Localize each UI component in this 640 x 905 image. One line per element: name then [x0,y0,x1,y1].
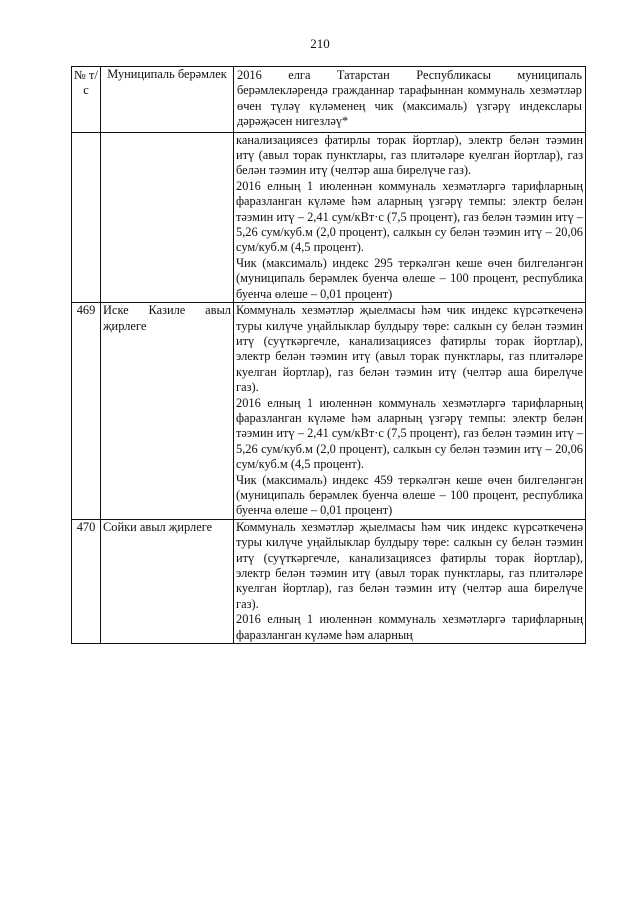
row-municipality-cell: Иске Казиле авыл җирлеге [101,303,234,520]
header-description-cell: 2016 елга Татарстан Республикасы муниципаль берәмлекләрендә гражданнар тарафыннан коммуналь хезмәтләр өчен түләү күләменең чик (максималь) үзгәрү индекслары дәрәҗәсен нигезләү* [234,67,586,133]
table-row [72,132,586,302]
table-header-row [72,67,586,133]
table-row [72,519,586,643]
description-paragraph: Коммуналь хезмәтләр җыелмасы һәм чик индекс күрсәткеченә туры килүче уңайлыклар булдыру төре: салкын су белән тәэмин итү (суүткәргечле, канализациясез фатирлы торак йортлар), электр белән тәэмин итү (авыл торак пунктлары, газ плитәләре куелган йортлар), газ белән тәэмин итү (челтәр аша бирелүче газ). [236,519,583,611]
description-paragraph: 2016 елның 1 июленнән коммуналь хезмәтләргә тарифларның фаразланган күләме һәм аларның үзгәрү темпы: электр белән тәэмин итү – 2,41 сум/кВт·с (7,5 процент), газ белән тәэмин итү – 5,26 сум/куб.м (2,0 процент), салкын су белән тәэмин итү – 20,06 сум/куб.м (4,5 процент). [236,395,583,472]
row-description-cell [234,519,586,643]
description-paragraph: 2016 елның 1 июленнән коммуналь хезмәтләргә тарифларның фаразланган күләме һәм аларның үзгәрү темпы: электр белән тәэмин итү – 2,41 сум/кВт·с (7,5 процент), газ белән тәэмин итү – 5,26 сум/куб.м (2,0 процент), салкын су белән тәэмин итү – 20,06 сум/куб.м (4,5 процент). [236,178,583,255]
description-paragraph: Коммуналь хезмәтләр җыелмасы һәм чик индекс күрсәткеченә туры килүче уңайлыклар булдыру төре: салкын су белән тәэмин итү (суүткәргечле, канализациясез фатирлы торак йортлар), электр белән тәэмин итү (авыл торак пунктлары, газ плитәләре куелган йортлар), газ белән тәэмин итү (челтәр аша бирелүче газ). [236,303,583,395]
header-municipality-cell: Муниципаль берәмлек [101,67,234,133]
header-number-cell: № т/с [72,67,101,133]
row-number-cell: 469 [72,303,101,520]
row-description-cell [234,303,586,520]
row-number-cell: 470 [72,519,101,643]
description-paragraph: Чик (максималь) индекс 459 теркәлгән кеше өчен билгеләнгән (муниципаль берәмлек буенча өлеше – 100 процент, республика буенча өлеше – 0,01 процент) [236,472,583,518]
table-row [72,303,586,520]
tariff-index-table [71,66,586,644]
row-description-cell [234,132,586,302]
row-municipality-cell: Сойки авыл җирлеге [101,519,234,643]
row-municipality-cell [101,132,234,302]
description-paragraph: Чик (максималь) индекс 295 теркәлгән кеше өчен билгеләнгән (муниципаль берәмлек буенча өлеше – 100 процент, республика буенча өлеше – 0,01 процент) [236,255,583,301]
description-paragraph: канализациясез фатирлы торак йортлар), электр белән тәэмин итү (авыл торак пунктлары, газ плитәләре куелган йортлар), газ белән тәэмин итү (челтәр аша бирелүче газ). [236,132,583,178]
description-paragraph: 2016 елның 1 июленнән коммуналь хезмәтләргә тарифларның фаразланган күләме һәм аларның [236,612,583,642]
row-number-cell [72,132,101,302]
page-number: 210 [310,36,330,51]
